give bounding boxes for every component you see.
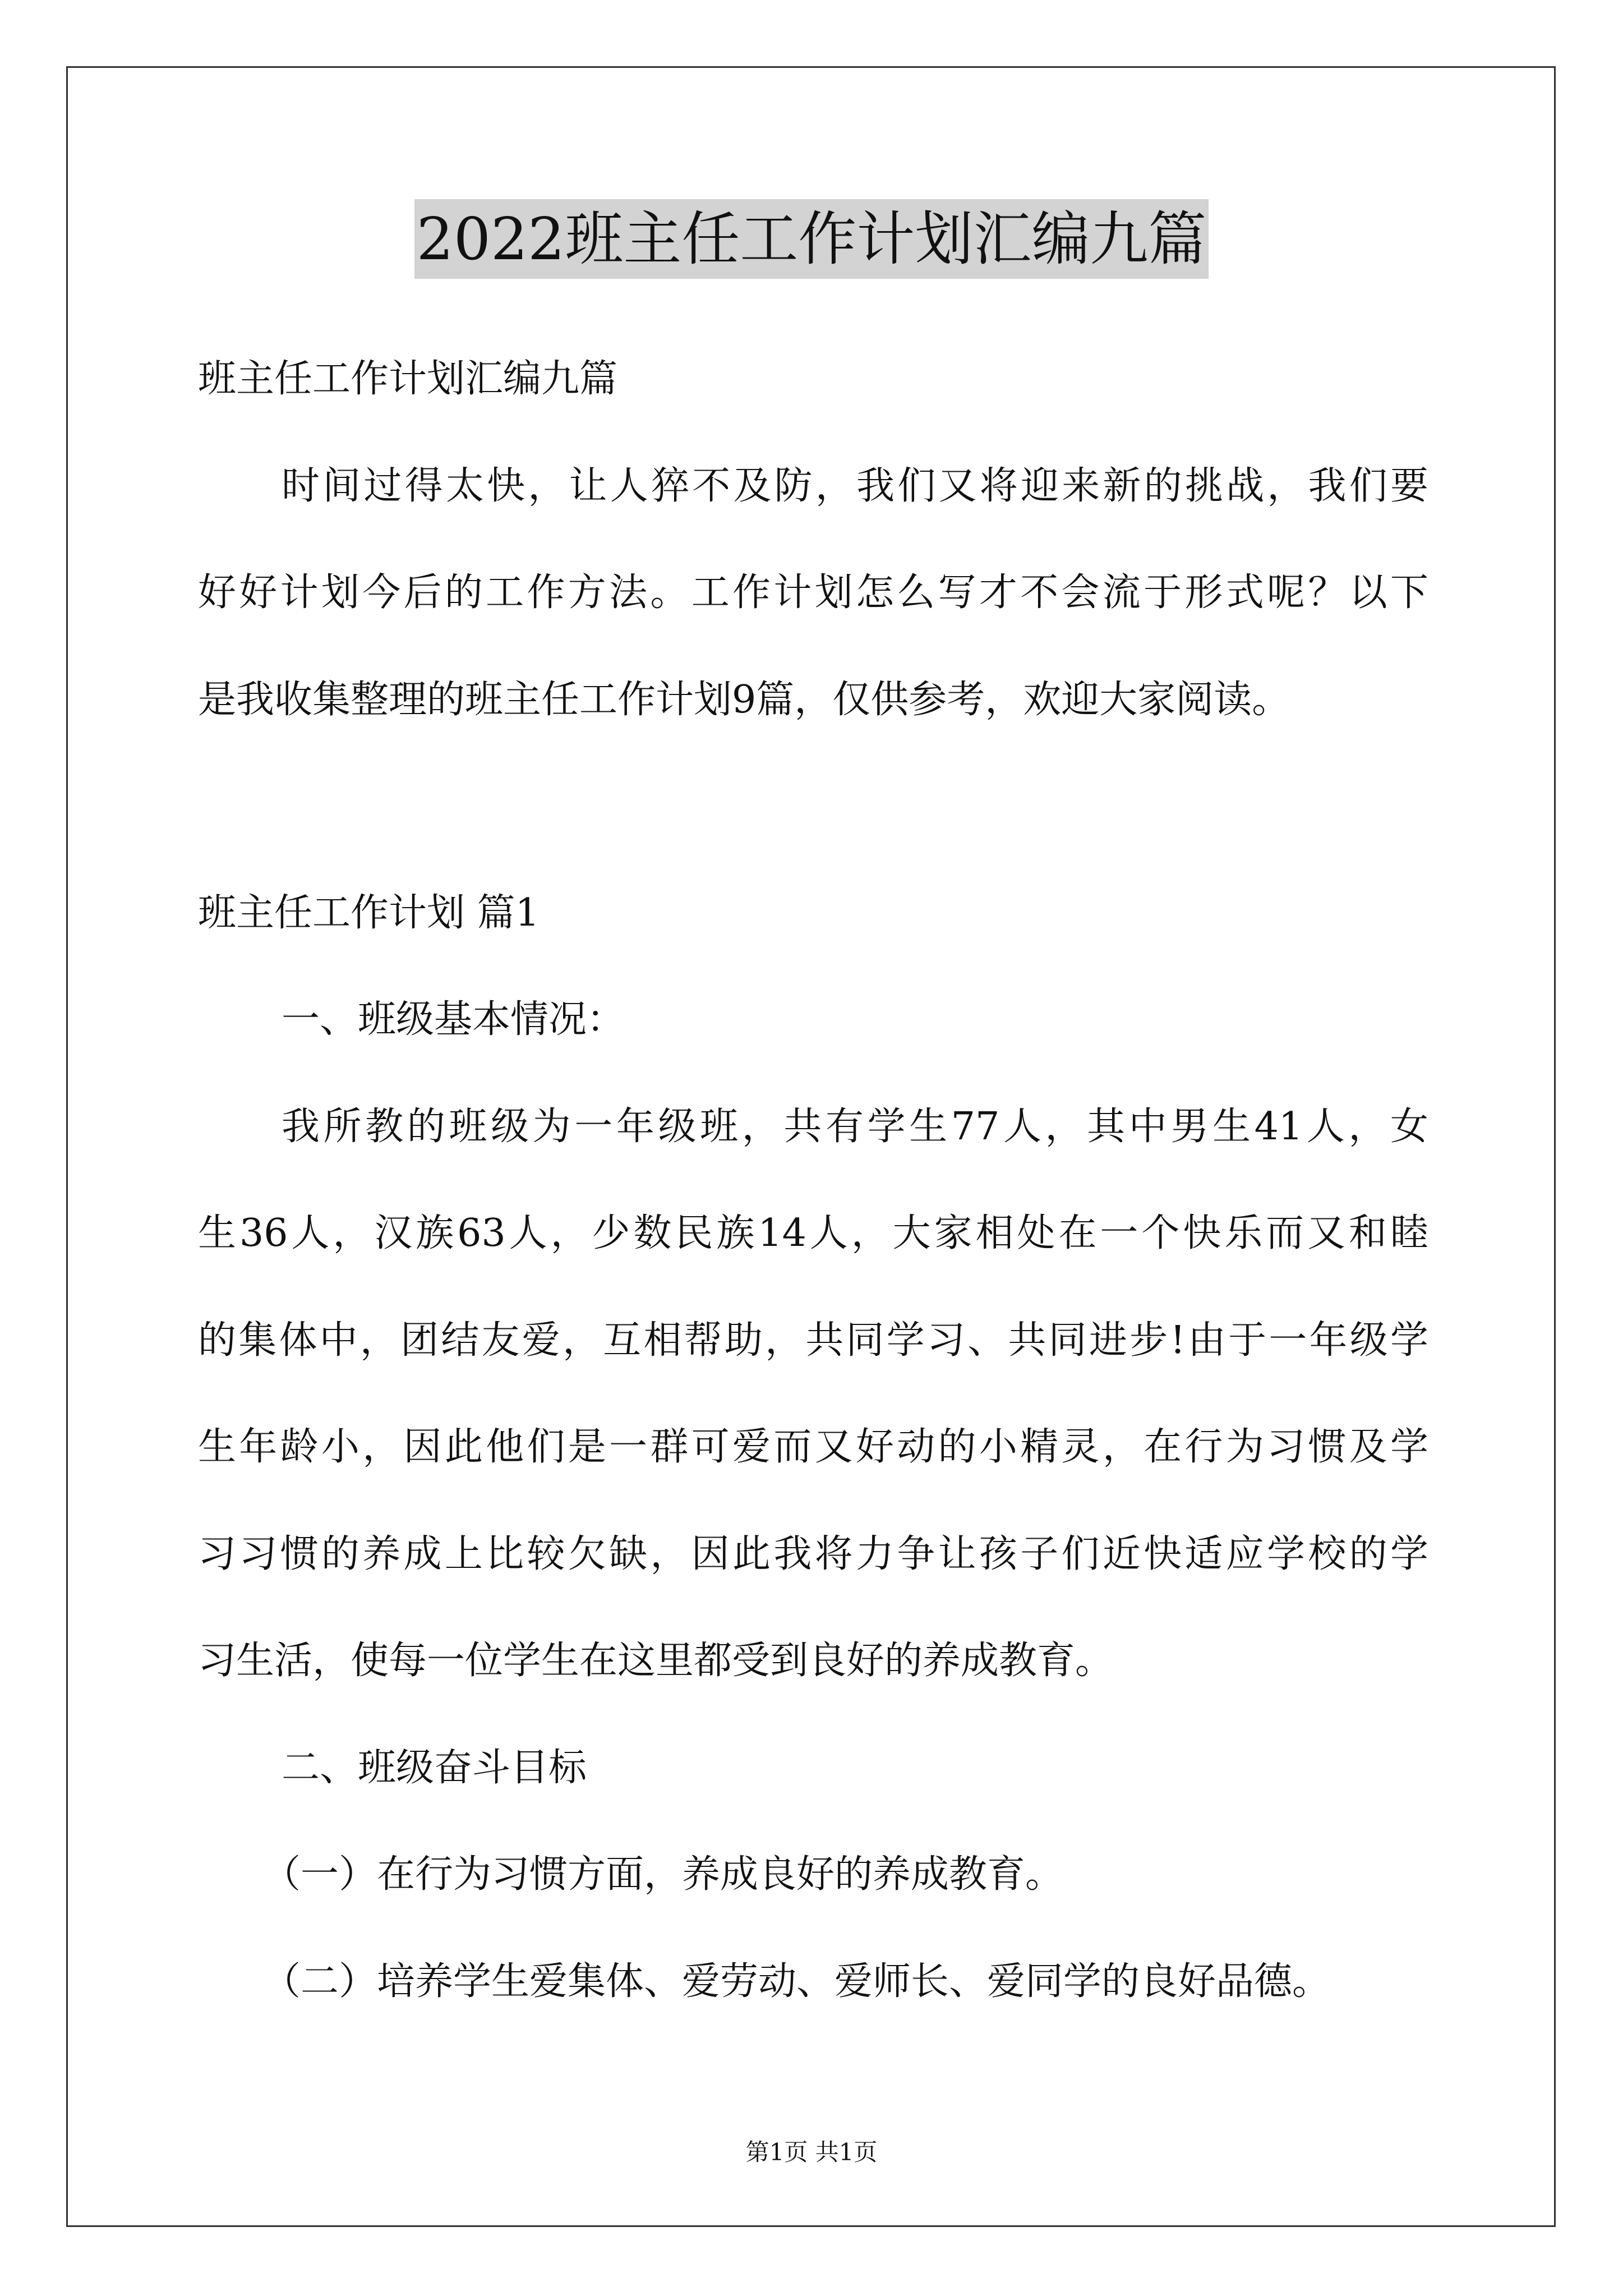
heading-basic-situation: 一、班级基本情况： [282, 997, 625, 1042]
goal-item-1: （一）在行为习惯方面，养成良好的养成教育。 [262, 1852, 1064, 1897]
paragraph-line-3: 的集体中，团结友爱，互相帮助，共同学习、共同进步!由于一年级学 [198, 1318, 1428, 1363]
intro-line-3: 是我收集整理的班主任工作计划9篇，仅供参考，欢迎大家阅读。 [198, 678, 1290, 722]
paragraph-line-4: 生年龄小，因此他们是一群可爱而又好动的小精灵，在行为习惯及学 [198, 1425, 1428, 1469]
intro-line-1: 时间过得太快，让人猝不及防，我们又将迎来新的挑战，我们要 [282, 464, 1428, 508]
heading-class-goals: 二、班级奋斗目标 [282, 1746, 587, 1790]
document-subtitle: 班主任工作计划汇编九篇 [198, 357, 618, 401]
title-container [0, 199, 1623, 279]
goal-item-2: （二）培养学生爱集体、爱劳动、爱师长、爱同学的良好品德。 [262, 1959, 1331, 2004]
page-footer: 第1页 共1页 [745, 2138, 878, 2166]
paragraph-line-1: 我所教的班级为一年级班，共有学生77人，其中男生41人，女 [282, 1105, 1428, 1149]
paragraph-line-6: 习生活，使每一位学生在这里都受到良好的养成教育。 [198, 1639, 1114, 1683]
paragraph-line-2: 生36人，汉族63人，少数民族14人，大家相处在一个快乐而又和睦 [198, 1211, 1428, 1255]
paragraph-line-5: 习习惯的养成上比较欠缺，因此我将力争让孩子们近快适应学校的学 [198, 1532, 1428, 1576]
section-heading: 班主任工作计划 篇1 [198, 891, 540, 935]
document-title: 2022班主任工作计划汇编九篇 [414, 199, 1209, 279]
intro-line-2: 好好计划今后的工作方法。工作计划怎么写才不会流于形式呢？以下 [198, 570, 1428, 615]
